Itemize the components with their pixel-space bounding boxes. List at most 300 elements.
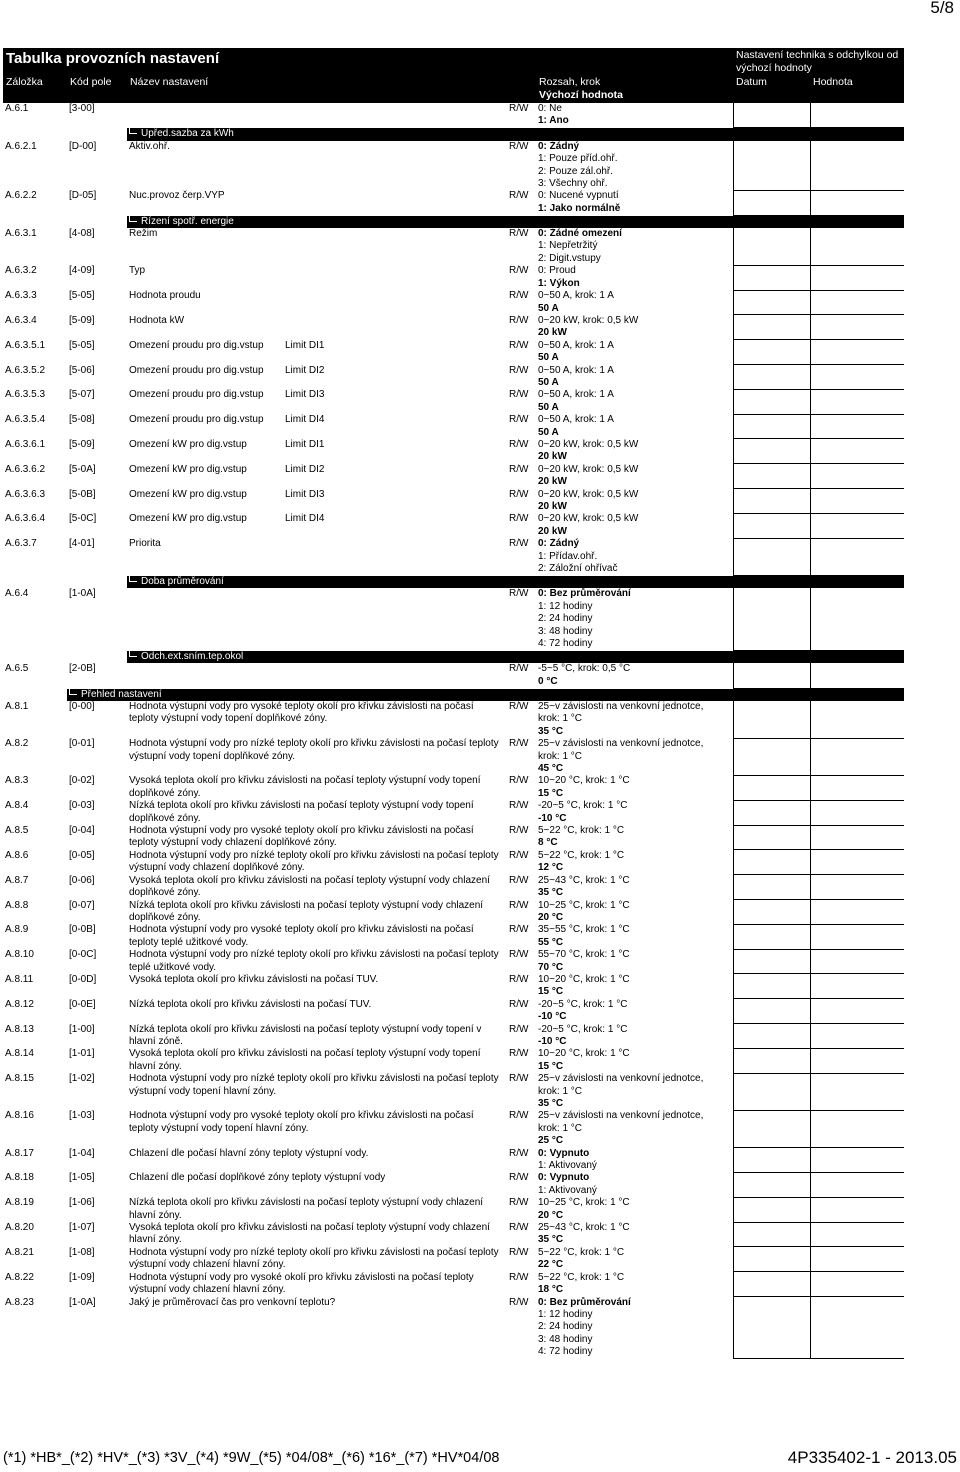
settings-rows	[3, 103, 904, 1359]
row-name: Vysoká teplota okolí pro křivku závislosti na počasí TUV.	[129, 973, 379, 985]
row-access: R/W	[509, 1172, 529, 1184]
row-name: Omezení kW pro dig.vstup	[129, 513, 247, 525]
row-value-cell	[810, 775, 904, 800]
default-value: 45 °C	[538, 763, 564, 775]
row-date-cell	[733, 825, 810, 850]
row-name: Hodnota výstupní vody pro vysoké teploty okolí pro křivku závislosti na počasí teploty výstupní vody topení doplňkové zóny.	[129, 701, 474, 725]
table-row	[3, 900, 904, 925]
range-value: 1: Pouze příd.ohř.	[538, 153, 618, 165]
table-row	[3, 190, 904, 215]
default-value: 15 °C	[538, 986, 564, 998]
table-row	[3, 825, 904, 850]
range-value: 0~50 A, krok: 1 A	[538, 290, 614, 302]
row-code: [1-02]	[69, 1073, 95, 1085]
table-row	[3, 588, 904, 650]
row-access: R/W	[509, 1246, 529, 1258]
table-row	[3, 1172, 904, 1197]
row-code: [5-0C]	[69, 513, 97, 525]
default-value: 15 °C	[538, 787, 564, 799]
range-value: 0~20 kW, krok: 0,5 kW	[538, 463, 639, 475]
row-code: [0-05]	[69, 849, 95, 861]
default-value: 15 °C	[538, 1060, 564, 1072]
table-row	[3, 875, 904, 900]
default-value: 20 kW	[538, 476, 567, 488]
table-row	[3, 1297, 904, 1359]
row-date-cell	[733, 999, 810, 1024]
row-access: R/W	[509, 663, 529, 675]
table-row	[3, 850, 904, 875]
section-spacer	[3, 215, 127, 228]
row-code: [1-0A]	[69, 1296, 96, 1308]
row-code: [0-02]	[69, 775, 95, 787]
range-value: 10~25 °C, krok: 1 °C	[538, 899, 630, 911]
range-value: 0~50 A, krok: 1 A	[538, 364, 614, 376]
row-code: [1-06]	[69, 1197, 95, 1209]
section-label	[67, 688, 904, 701]
row-access: R/W	[509, 265, 529, 277]
col-header-tab: Záložka	[6, 76, 43, 88]
default-value: 1: Ano	[538, 115, 569, 127]
row-name: Vysoká teplota okolí pro křivku závislosti na počasí teploty výstupní vody chlazení hlavní zóny.	[129, 1222, 490, 1246]
table-row	[3, 464, 904, 489]
table-row	[3, 538, 904, 575]
row-code: [4-01]	[69, 538, 95, 550]
row-range	[536, 875, 733, 900]
row-name: Hodnota výstupní vody pro vysoké okolí pro křivku závislosti na počasí teploty výstupní vody chlazení hlavní zóny.	[129, 1271, 474, 1296]
default-value: 20 kW	[538, 525, 567, 537]
row-date-cell	[733, 464, 810, 489]
row-value-cell	[810, 1148, 904, 1173]
row-date-cell	[733, 738, 810, 775]
row-tab: A.8.6	[5, 849, 29, 861]
col-header-name: Název nastavení	[130, 76, 209, 88]
range-value: 0~50 A, krok: 1 A	[538, 389, 614, 401]
table-row	[3, 141, 904, 191]
row-range	[536, 999, 733, 1024]
row-value-cell	[810, 290, 904, 315]
table-row	[3, 1110, 904, 1147]
table-row	[3, 738, 904, 775]
section-label	[127, 575, 904, 588]
range-value: 4: 72 hodiny	[538, 637, 593, 649]
row-tab: A.8.22	[5, 1271, 34, 1283]
row-tab: A.8.7	[5, 874, 29, 886]
default-value: 20 °C	[538, 1209, 564, 1221]
settings-table	[3, 48, 904, 1359]
row-access: R/W	[509, 1147, 529, 1159]
row-date-cell	[733, 439, 810, 464]
row-name	[127, 588, 506, 650]
row-range	[536, 850, 733, 875]
row-code: [1-00]	[69, 1023, 95, 1035]
row-limit: Limit DI3	[285, 389, 325, 401]
page-number: 5/8	[930, 0, 954, 17]
row-access: R/W	[509, 800, 529, 812]
row-value-cell	[810, 1197, 904, 1222]
row-tab: A.6.3.6.2	[5, 463, 46, 475]
row-tab: A.6.3.2	[5, 265, 37, 277]
row-name: Nízká teplota okolí pro křivku závislosti na počasí teploty výstupní vody topení doplňkové zóny.	[129, 800, 474, 824]
row-tab: A.8.15	[5, 1073, 34, 1085]
row-tab: A.8.4	[5, 800, 29, 812]
default-value: 50 A	[538, 426, 559, 438]
row-code: [1-08]	[69, 1246, 95, 1258]
range-value: 0~20 kW, krok: 0,5 kW	[538, 438, 639, 450]
row-code: [D-05]	[69, 190, 97, 202]
row-date-cell	[733, 800, 810, 825]
section-label	[127, 128, 904, 141]
range-value: 5~22 °C, krok: 1 °C	[538, 849, 625, 861]
range-value: -5~5 °C, krok: 0,5 °C	[538, 663, 631, 675]
row-tab: A.8.11	[5, 973, 34, 985]
default-value: -10 °C	[538, 1011, 567, 1023]
row-code: [1-01]	[69, 1048, 95, 1060]
row-value-cell	[810, 663, 904, 688]
row-access: R/W	[509, 1197, 529, 1209]
row-value-cell	[810, 924, 904, 949]
row-code: [5-09]	[69, 438, 95, 450]
range-value: 3: 48 hodiny	[538, 1333, 593, 1345]
row-code: [5-0A]	[69, 463, 96, 475]
row-tab: A.6.4	[5, 588, 29, 600]
range-value: 25~43 °C, krok: 1 °C	[538, 874, 630, 886]
row-range	[536, 315, 733, 340]
footer-models: (*1) *HB*_(*2) *HV*_(*3) *3V_(*4) *9W_(*5) *04/08*_(*6) *16*_(*7) *HV*04/08	[3, 1450, 500, 1466]
table-row	[3, 228, 904, 265]
row-value-cell	[810, 538, 904, 575]
row-code: [0-07]	[69, 899, 95, 911]
row-limit: Limit DI4	[285, 513, 325, 525]
row-value-cell	[810, 875, 904, 900]
row-range	[536, 663, 733, 688]
section-row	[3, 128, 904, 141]
default-value: 1: Jako normálně	[538, 202, 621, 214]
row-name: Typ	[129, 265, 146, 277]
section-label-text: Řízení spotř. energie	[141, 215, 234, 227]
range-value: 5~22 °C, krok: 1 °C	[538, 1271, 625, 1283]
default-value: 22 °C	[538, 1259, 564, 1271]
table-header	[3, 48, 904, 103]
installer-settings-header	[733, 48, 904, 103]
row-name: Nízká teplota okolí pro křivku závislosti na počasí teploty výstupní vody topení v hlavní zóně.	[129, 1023, 482, 1047]
row-date-cell	[733, 103, 810, 128]
range-value: 1: 12 hodiny	[538, 1308, 593, 1320]
row-value-cell	[810, 228, 904, 265]
row-range	[536, 141, 733, 191]
row-tab: A.8.18	[5, 1172, 34, 1184]
table-row	[3, 663, 904, 688]
row-access: R/W	[509, 438, 529, 450]
section-label-text: Doba průměrování	[141, 575, 224, 587]
row-name: Chlazení dle počasí hlavní zóny teploty výstupní vody.	[129, 1147, 369, 1159]
table-row	[3, 290, 904, 315]
default-value: 0: Bez průměrování	[538, 1296, 631, 1308]
row-range	[536, 228, 733, 265]
row-range	[536, 1222, 733, 1247]
table-row	[3, 1247, 904, 1272]
row-code: [1-05]	[69, 1172, 95, 1184]
row-date-cell	[733, 340, 810, 365]
range-value: 10~20 °C, krok: 1 °C	[538, 775, 630, 787]
row-date-cell	[733, 1073, 810, 1110]
section-spacer	[3, 650, 127, 663]
row-access: R/W	[509, 1296, 529, 1308]
row-range	[536, 974, 733, 999]
row-access: R/W	[509, 949, 529, 961]
default-value: 0: Vypnuto	[538, 1172, 590, 1184]
row-value-cell	[810, 1272, 904, 1297]
default-value: 0: Vypnuto	[538, 1147, 590, 1159]
range-value: 2: Digit.vstupy	[538, 252, 601, 264]
row-code: [5-05]	[69, 339, 95, 351]
row-value-cell	[810, 1073, 904, 1110]
default-value: 35 °C	[538, 1234, 564, 1246]
default-value: 35 °C	[538, 1098, 564, 1109]
default-value: 35 °C	[538, 887, 564, 899]
range-value: 0~20 kW, krok: 0,5 kW	[538, 314, 639, 326]
row-range	[536, 290, 733, 315]
row-range	[536, 1272, 733, 1297]
row-value-cell	[810, 588, 904, 650]
row-date-cell	[733, 663, 810, 688]
row-tab: A.6.2.1	[5, 140, 37, 152]
range-value: 1: 12 hodiny	[538, 600, 593, 612]
table-row	[3, 924, 904, 949]
row-name	[127, 103, 506, 128]
row-name: Hodnota výstupní vody pro vysoké teploty okolí pro křivku závislosti na počasí teploty teplé užitkové vody.	[129, 924, 474, 948]
row-date-cell	[733, 365, 810, 390]
col-header-code: Kód pole	[70, 76, 112, 88]
row-range	[536, 1048, 733, 1073]
row-value-cell	[810, 513, 904, 538]
row-name: Omezení proudu pro dig.vstup	[129, 364, 264, 376]
row-date-cell	[733, 1297, 810, 1359]
row-tab: A.8.5	[5, 825, 29, 837]
row-date-cell	[733, 1247, 810, 1272]
row-tab: A.8.2	[5, 738, 29, 750]
row-date-cell	[733, 513, 810, 538]
row-tab: A.8.9	[5, 924, 29, 936]
row-date-cell	[733, 850, 810, 875]
row-range	[536, 489, 733, 514]
default-value: 35 °C	[538, 725, 564, 737]
row-value-cell	[810, 949, 904, 974]
section-label	[127, 215, 904, 228]
row-name: Hodnota výstupní vody pro nízké teploty okolí pro křivku závislosti na počasí teploty výstupní vody topení doplňkové zóny.	[129, 738, 499, 762]
table-row	[3, 414, 904, 439]
section-label-text: Odch.ext.sním.tep.okol	[141, 650, 244, 662]
default-value: 20 °C	[538, 911, 564, 923]
row-limit: Limit DI2	[285, 463, 325, 475]
row-tab: A.6.3.5.4	[5, 414, 46, 426]
section-label-text: Upřed.sazba za kWh	[141, 128, 234, 140]
row-range	[536, 1172, 733, 1197]
row-name: Vysoká teplota okolí pro křivku závislosti na počasí teploty výstupní vody topení doplňkové zóny.	[129, 775, 481, 799]
default-value: 18 °C	[538, 1284, 564, 1296]
row-code: [D-00]	[69, 140, 97, 152]
range-value: 1: Přídav.ohř.	[538, 550, 598, 562]
row-name: Omezení proudu pro dig.vstup	[129, 414, 264, 426]
row-value-cell	[810, 464, 904, 489]
row-name: Omezení proudu pro dig.vstup	[129, 389, 264, 401]
row-name: Vysoká teplota okolí pro křivku závislosti na počasí teploty výstupní vody chlazení doplňkové zóny.	[129, 874, 490, 899]
row-access: R/W	[509, 588, 529, 600]
row-code: [3-00]	[69, 103, 95, 114]
range-value: -20~5 °C, krok: 1 °C	[538, 800, 628, 812]
row-access: R/W	[509, 924, 529, 936]
row-name	[127, 663, 506, 688]
row-tab: A.8.10	[5, 949, 34, 961]
row-code: [1-09]	[69, 1271, 95, 1283]
row-value-cell	[810, 103, 904, 128]
row-value-cell	[810, 1172, 904, 1197]
default-value: 25 °C	[538, 1135, 564, 1147]
row-date-cell	[733, 190, 810, 215]
section-row	[3, 215, 904, 228]
row-access: R/W	[509, 513, 529, 525]
row-range	[536, 738, 733, 775]
row-tab: A.8.21	[5, 1246, 34, 1258]
default-value: 50 A	[538, 401, 559, 413]
row-date-cell	[733, 974, 810, 999]
row-name: Omezení kW pro dig.vstup	[129, 438, 247, 450]
row-code: [1-07]	[69, 1222, 95, 1234]
range-value: 25~v závislosti na venkovní jednotce,	[538, 738, 704, 750]
default-value: 12 °C	[538, 862, 564, 874]
table-row	[3, 1272, 904, 1297]
row-value-cell	[810, 900, 904, 925]
row-access: R/W	[509, 538, 529, 550]
footer-doc-id: 4P335402-1 - 2013.05	[787, 1448, 957, 1467]
row-limit: Limit DI2	[285, 364, 325, 376]
row-range	[536, 701, 733, 738]
row-code: [4-09]	[69, 265, 95, 277]
range-value: 0: Proud	[538, 265, 576, 277]
table-row	[3, 1148, 904, 1173]
row-range	[536, 464, 733, 489]
range-value: 1: Nepřetržitý	[538, 240, 598, 252]
row-access: R/W	[509, 190, 529, 202]
row-value-cell	[810, 315, 904, 340]
row-limit: Limit DI1	[285, 339, 325, 351]
row-date-cell	[733, 701, 810, 738]
table-row	[3, 800, 904, 825]
row-date-cell	[733, 949, 810, 974]
row-date-cell	[733, 538, 810, 575]
row-code: [5-08]	[69, 414, 95, 426]
row-access: R/W	[509, 1222, 529, 1234]
row-access: R/W	[509, 899, 529, 911]
row-date-cell	[733, 1110, 810, 1147]
section-row	[3, 575, 904, 588]
range-value: 3: 48 hodiny	[538, 625, 593, 637]
range-value: 10~20 °C, krok: 1 °C	[538, 1048, 630, 1060]
row-access: R/W	[509, 140, 529, 152]
row-tab: A.6.3.6.4	[5, 513, 46, 525]
row-code: [0-01]	[69, 738, 95, 750]
default-value: 20 kW	[538, 327, 567, 339]
range-value: 1: Aktivovaný	[538, 1184, 597, 1196]
row-access: R/W	[509, 998, 529, 1010]
row-date-cell	[733, 588, 810, 650]
row-date-cell	[733, 228, 810, 265]
table-row	[3, 974, 904, 999]
row-date-cell	[733, 265, 810, 290]
row-range	[536, 1247, 733, 1272]
default-value: 8 °C	[538, 837, 558, 849]
tree-corner-icon	[129, 576, 137, 582]
row-tab: A.8.23	[5, 1296, 34, 1308]
range-value: krok: 1 °C	[538, 713, 583, 725]
row-value-cell	[810, 340, 904, 365]
row-range	[536, 538, 733, 575]
row-tab: A.6.3.6.1	[5, 438, 46, 450]
table-row	[3, 1024, 904, 1049]
row-date-cell	[733, 1048, 810, 1073]
row-range	[536, 190, 733, 215]
row-tab: A.8.3	[5, 775, 29, 787]
range-value: 0~50 A, krok: 1 A	[538, 339, 614, 351]
range-value: 35~55 °C, krok: 1 °C	[538, 924, 630, 936]
row-date-cell	[733, 1197, 810, 1222]
range-value: krok: 1 °C	[538, 1085, 583, 1097]
row-value-cell	[810, 1222, 904, 1247]
row-range	[536, 949, 733, 974]
row-access: R/W	[509, 290, 529, 302]
row-value-cell	[810, 1247, 904, 1272]
row-access: R/W	[509, 738, 529, 750]
default-value: 1: Výkon	[538, 277, 580, 289]
table-row	[3, 1222, 904, 1247]
row-name: Priorita	[129, 538, 161, 550]
table-row	[3, 1073, 904, 1110]
row-tab: A.6.3.5.2	[5, 364, 46, 376]
row-code: [0-0B]	[69, 924, 96, 936]
row-access: R/W	[509, 874, 529, 886]
default-value: 0: Bez průměrování	[538, 588, 631, 600]
row-code: [1-04]	[69, 1147, 95, 1159]
row-limit: Limit DI3	[285, 488, 325, 500]
row-value-cell	[810, 800, 904, 825]
row-code: [0-06]	[69, 874, 95, 886]
row-access: R/W	[509, 775, 529, 787]
range-value: 0: Nucené vypnutí	[538, 190, 619, 202]
row-tab: A.8.20	[5, 1222, 34, 1234]
row-name: Hodnota proudu	[129, 290, 201, 302]
row-access: R/W	[509, 1073, 529, 1085]
row-range	[536, 513, 733, 538]
default-value: 20 kW	[538, 451, 567, 463]
table-row	[3, 103, 904, 128]
row-range	[536, 800, 733, 825]
row-value-cell	[810, 738, 904, 775]
row-name: Omezení proudu pro dig.vstup	[129, 339, 264, 351]
row-code: [5-06]	[69, 364, 95, 376]
row-value-cell	[810, 1024, 904, 1049]
table-row	[3, 1197, 904, 1222]
range-value: 10~25 °C, krok: 1 °C	[538, 1197, 630, 1209]
row-value-cell	[810, 1048, 904, 1073]
default-value: 0 °C	[538, 675, 558, 687]
row-tab: A.8.16	[5, 1110, 34, 1122]
row-code: [0-00]	[69, 701, 95, 712]
range-value: 10~20 °C, krok: 1 °C	[538, 973, 630, 985]
row-access: R/W	[509, 849, 529, 861]
row-access: R/W	[509, 414, 529, 426]
row-name: Aktiv.ohř.	[129, 140, 170, 152]
row-name: Vysoká teplota okolí pro křivku závislosti na počasí teploty výstupní vody topení hlavní zóny.	[129, 1048, 481, 1072]
row-access: R/W	[509, 1271, 529, 1283]
